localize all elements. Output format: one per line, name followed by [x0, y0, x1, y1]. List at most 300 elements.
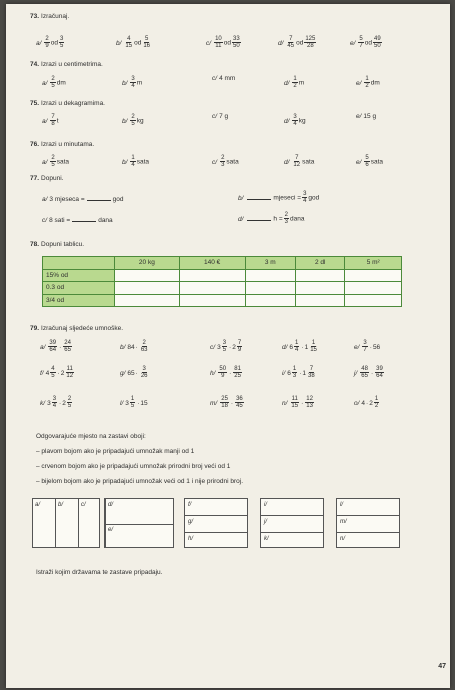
item-unit: sata — [226, 158, 239, 166]
ex74-title: Izrazi u centimetrima. — [41, 61, 103, 68]
ex74-item — [122, 76, 142, 90]
ex78-title: Dopuni tablicu. — [41, 241, 85, 248]
fraction — [48, 340, 57, 354]
denominator: 5 — [222, 347, 227, 354]
fraction — [362, 340, 367, 354]
item-label: a/ — [42, 158, 48, 166]
flag-5[interactable] — [336, 498, 400, 548]
fraction — [294, 340, 299, 354]
ex75-item — [42, 114, 59, 128]
ex77-d-label: d/ — [238, 215, 244, 223]
fraction — [364, 155, 369, 169]
whole-number: 56 — [372, 343, 381, 351]
denominator: 65 — [64, 347, 71, 354]
stripe-divider — [185, 515, 247, 516]
flag-cell-label: g/ — [188, 519, 194, 525]
multiply-dot: · — [137, 399, 140, 407]
ex74-number: 74. — [30, 61, 40, 68]
item-word: od — [50, 39, 58, 47]
whole-number: 6 — [287, 369, 291, 377]
numerator: 5 — [365, 155, 369, 161]
item-label: b/ — [122, 117, 128, 125]
denominator: 26 — [140, 373, 148, 380]
fraction — [130, 155, 135, 169]
item-unit: kg — [136, 117, 144, 125]
numerator: 12 — [306, 396, 313, 402]
whole-number: 2 — [60, 369, 65, 377]
item-label: b/ — [120, 343, 126, 351]
ex77-a — [42, 195, 124, 204]
flag-cell-label: m/ — [340, 519, 347, 525]
flag-3[interactable] — [184, 498, 248, 548]
ex75-heading — [30, 101, 105, 108]
denominator: 15 — [310, 347, 317, 354]
denominator: 7 — [359, 43, 363, 50]
item-label: c/ — [210, 343, 216, 351]
item-unit: t — [56, 117, 59, 125]
denominator: 7 — [363, 347, 367, 354]
fraction — [50, 366, 55, 380]
flag-4[interactable] — [260, 498, 324, 548]
fraction — [373, 36, 382, 50]
item-label: e/ — [356, 113, 362, 120]
fraction — [218, 366, 227, 380]
ex77-c-label: c/ — [42, 217, 48, 224]
stripe-divider — [337, 532, 399, 533]
numerator: 7 — [309, 366, 314, 372]
answer-blank[interactable] — [247, 215, 271, 221]
ex77-b-post: god — [308, 194, 320, 202]
flags-rule-white: – bijelom bojom ako je pripadajući umnožak veći od 1 i nije prirodni broj. — [36, 478, 244, 485]
ex74-item — [42, 76, 66, 90]
item-label: e/ — [354, 343, 360, 351]
stripe-divider — [105, 524, 173, 525]
whole-number: 3 — [47, 399, 51, 407]
table-cell[interactable] — [115, 282, 180, 295]
flag-cell-label: a/ — [35, 502, 41, 508]
product-expression — [125, 396, 148, 410]
whole-number: 2 — [62, 399, 66, 407]
ex77-d-post: dana — [289, 215, 305, 223]
whole-number: 4 — [361, 399, 366, 407]
numerator: 3 — [363, 340, 367, 346]
flag-cell-label: n/ — [340, 536, 346, 542]
whole-number: 2 — [232, 343, 236, 351]
product-expression — [361, 340, 381, 354]
fraction — [67, 396, 72, 410]
numerator: 3 — [222, 340, 227, 346]
denominator: 9 — [237, 347, 242, 354]
numerator: 5 — [145, 36, 149, 42]
table-cell[interactable] — [345, 282, 402, 295]
item-value: 7 g — [219, 113, 229, 120]
table-cell[interactable] — [179, 294, 245, 307]
answer-blank[interactable] — [72, 216, 96, 222]
table-cell[interactable] — [296, 282, 345, 295]
flag-cell-label: l/ — [340, 502, 343, 508]
ex79-item — [354, 396, 380, 410]
item-unit: dm — [370, 79, 380, 87]
numerator: 4 — [127, 36, 131, 42]
ex77-heading — [30, 176, 63, 183]
item-value: 15 g — [363, 113, 377, 120]
ex79-item — [210, 366, 243, 380]
item-label: c/ — [212, 113, 218, 120]
denominator: 3 — [284, 219, 288, 226]
numerator: 33 — [232, 36, 240, 42]
item-label: a/ — [42, 117, 48, 125]
numerator: 2 — [142, 340, 146, 346]
ex73-item — [206, 36, 242, 50]
ex79-item — [282, 396, 315, 410]
fraction — [364, 76, 369, 90]
denominator: 11 — [215, 43, 222, 50]
whole-number: 1 — [302, 369, 307, 377]
product-expression — [361, 396, 380, 410]
ex75-number: 75. — [30, 100, 40, 107]
fraction — [142, 36, 151, 50]
denominator: 63 — [140, 347, 148, 354]
numerator: 3 — [52, 396, 57, 402]
fraction — [220, 396, 229, 410]
fraction — [237, 340, 242, 354]
numerator: 1 — [374, 396, 379, 402]
fraction — [214, 36, 223, 50]
flag-cell-label: b/ — [58, 502, 64, 508]
fraction — [286, 36, 295, 50]
product-expression — [287, 366, 316, 380]
flags-rule-blue: – plavom bojom ako je pripadajući umnožak manji od 1 — [36, 448, 195, 455]
ex77-a-pre: 3 mjeseca = — [49, 196, 85, 203]
table-cell[interactable] — [115, 294, 180, 307]
ex79-item — [282, 340, 319, 354]
denominator: 45 — [236, 403, 243, 410]
multiply-dot: · — [229, 343, 232, 351]
fraction — [140, 366, 149, 380]
item-label: l/ — [120, 399, 124, 407]
item-unit: sata — [370, 158, 384, 166]
table-row — [43, 294, 402, 307]
fraction — [232, 36, 241, 50]
ex77-a-label: a/ — [42, 196, 48, 203]
product-expression — [47, 396, 73, 410]
numerator: 7 — [51, 114, 55, 120]
item-word: od — [364, 39, 372, 47]
item-label: c/ — [212, 75, 218, 82]
flag-cell-label: k/ — [264, 536, 269, 542]
stripe-divider — [261, 515, 323, 516]
fraction — [130, 76, 135, 90]
denominator: 9 — [221, 373, 225, 380]
fraction — [292, 114, 297, 128]
fraction — [222, 340, 227, 354]
flag-cell-label: h/ — [188, 536, 194, 542]
fraction — [374, 396, 379, 410]
denominator: 5 — [51, 162, 55, 169]
ex79-item — [40, 396, 73, 410]
denominator: 2 — [365, 83, 369, 90]
numerator: 3 — [293, 114, 297, 120]
fraction — [292, 366, 297, 380]
numerator: 1 — [311, 340, 316, 346]
ex73-title: Izračunaj. — [41, 13, 70, 20]
numerator: 81 — [234, 366, 241, 372]
ex77-d — [238, 212, 304, 226]
table-cell[interactable] — [179, 282, 245, 295]
multiply-dot: · — [369, 343, 372, 351]
ex77-b — [238, 191, 319, 205]
ex79-item — [40, 340, 73, 354]
denominator: 4 — [131, 83, 135, 90]
item-word: od — [134, 39, 142, 47]
multiply-dot: · — [57, 369, 60, 377]
table-cell[interactable] — [179, 269, 245, 282]
flag-2[interactable] — [104, 498, 174, 548]
numerator: 48 — [361, 366, 368, 372]
numerator: 49 — [374, 36, 381, 42]
denominator: 64 — [376, 373, 383, 380]
whole-number: 3 — [217, 343, 221, 351]
ex79-item — [354, 366, 385, 380]
ex73-heading — [30, 14, 69, 21]
item-label: e/ — [356, 158, 362, 166]
denominator: 65 — [361, 373, 368, 380]
item-word: od — [223, 39, 231, 47]
denominator: 5 — [130, 403, 135, 410]
answer-blank[interactable] — [87, 195, 111, 201]
whole-number: 65 — [127, 369, 135, 377]
numerator: 2 — [221, 155, 225, 161]
product-expression — [289, 396, 315, 410]
item-value: 4 mm — [219, 75, 236, 82]
product-expression — [217, 366, 243, 380]
ex79-heading — [30, 326, 123, 333]
ex76-number: 76. — [30, 141, 40, 148]
numerator: 2 — [51, 155, 55, 161]
multiply-dot: · — [135, 343, 138, 351]
denominator: 5 — [67, 403, 72, 410]
flags-rule-red: – crvenom bojom ako je pripadajući umnožak prirodni broj veći od 1 — [36, 463, 231, 470]
ex76-item — [284, 155, 314, 169]
ex77-b-label: b/ — [238, 194, 244, 202]
ex79-item — [354, 340, 380, 354]
denominator: 8 — [51, 121, 55, 128]
ex75-item — [356, 114, 376, 121]
numerator: 10 — [215, 36, 222, 42]
flags-intro: Odgovarajuće mjesto na zastavi oboji: — [36, 433, 146, 440]
whole-number: 1 — [304, 343, 309, 351]
denominator: 16 — [143, 43, 151, 50]
numerator: 1 — [293, 76, 297, 82]
product-expression — [219, 396, 245, 410]
item-label: b/ — [122, 79, 128, 87]
table-header: 140 € — [179, 257, 245, 270]
denominator: 13 — [306, 403, 313, 410]
ex76-item — [122, 155, 149, 169]
fraction — [235, 396, 244, 410]
item-label: j/ — [354, 369, 358, 377]
ex78-table — [42, 256, 402, 307]
whole-number: 4 — [45, 369, 50, 377]
fraction — [358, 36, 363, 50]
numerator: 3 — [303, 191, 307, 197]
table-header: 3 m — [245, 257, 295, 270]
ex79-item — [210, 340, 243, 354]
numerator: 3 — [60, 36, 64, 42]
fraction — [284, 212, 289, 226]
fraction — [375, 366, 384, 380]
ex79-item — [40, 366, 75, 380]
numerator: 11 — [66, 366, 73, 372]
item-label: g/ — [120, 369, 126, 377]
item-label: d/ — [284, 79, 290, 87]
fraction — [360, 366, 369, 380]
denominator: 2 — [374, 403, 379, 410]
table-cell[interactable] — [296, 294, 345, 307]
product-expression — [289, 340, 318, 354]
denominator: 4 — [293, 121, 297, 128]
row-header: 0.3 od — [43, 282, 115, 295]
fraction — [140, 340, 149, 354]
row-header: 15% od — [43, 269, 115, 282]
table-corner — [43, 257, 115, 270]
ex79-item — [120, 340, 150, 354]
fraction — [292, 155, 301, 169]
ex74-item — [212, 76, 235, 83]
item-label: b/ — [116, 39, 122, 47]
table-row — [43, 269, 402, 282]
denominator: 5 — [51, 83, 55, 90]
item-label: m/ — [210, 399, 218, 407]
ex74-item — [356, 76, 380, 90]
denominator: 12 — [66, 373, 74, 380]
ex77-a-post: god — [112, 196, 124, 203]
numerator: 7 — [237, 340, 242, 346]
ex76-heading — [30, 142, 94, 149]
fraction — [220, 155, 225, 169]
item-label: d/ — [278, 39, 284, 47]
answer-blank[interactable] — [247, 194, 271, 200]
item-label: e/ — [356, 79, 362, 87]
numerator: 2 — [45, 36, 49, 42]
table-cell[interactable] — [345, 269, 402, 282]
multiply-dot: · — [299, 369, 302, 377]
numerator: 1 — [130, 396, 135, 402]
denominator: 50 — [374, 43, 381, 50]
denominator: 38 — [308, 373, 315, 380]
table-cell[interactable] — [245, 269, 295, 282]
page-number: 47 — [438, 663, 446, 670]
flags-outro: Istraži kojim državama te zastave pripadaju. — [36, 569, 163, 576]
fraction — [59, 36, 64, 50]
flag-1[interactable] — [32, 498, 100, 548]
ex73-item — [278, 36, 317, 50]
denominator: 3 — [292, 373, 297, 380]
ex74-item — [284, 76, 304, 90]
ex75-title: Izrazi u dekagramima. — [41, 100, 105, 107]
fraction — [302, 191, 307, 205]
fraction — [233, 366, 242, 380]
numerator: 36 — [236, 396, 243, 402]
item-word: od — [296, 39, 304, 47]
ex77-c-post: dana — [98, 217, 113, 224]
denominator: 45 — [287, 43, 295, 50]
ex74-heading — [30, 62, 103, 69]
flag-cell-label: j/ — [264, 519, 267, 525]
product-expression — [359, 366, 385, 380]
table-cell[interactable] — [345, 294, 402, 307]
fraction — [50, 155, 55, 169]
product-expression — [47, 340, 73, 354]
table-header: 5 m² — [345, 257, 402, 270]
numerator: 4 — [51, 366, 55, 372]
ex79-item — [210, 396, 245, 410]
fraction — [50, 76, 55, 90]
multiply-dot: · — [301, 343, 304, 351]
denominator: 5 — [60, 43, 64, 50]
numerator: 11 — [291, 396, 298, 402]
denominator: 4 — [303, 198, 307, 205]
fraction — [305, 396, 314, 410]
stripe-divider — [55, 499, 56, 547]
ex78-heading — [30, 242, 84, 249]
fraction — [130, 396, 135, 410]
table-cell[interactable] — [296, 269, 345, 282]
stripe-divider — [78, 499, 79, 547]
fraction — [65, 366, 74, 380]
item-unit: sata — [136, 158, 150, 166]
ex79-title: Izračunaj sljedeće umnoške. — [41, 325, 124, 332]
ex78-number: 78. — [30, 241, 40, 248]
table-cell[interactable] — [115, 269, 180, 282]
fraction — [124, 36, 133, 50]
whole-number: 15 — [140, 399, 148, 407]
denominator: 5 — [131, 121, 135, 128]
numerator: 125 — [305, 36, 316, 42]
item-label: b/ — [122, 158, 128, 166]
ex76-title: Izrazi u minutama. — [41, 141, 95, 148]
ex77-c-pre: 8 sati = — [49, 217, 71, 224]
denominator: 4 — [52, 403, 57, 410]
numerator: 3 — [142, 366, 146, 372]
stripe-divider — [105, 499, 106, 547]
table-cell[interactable] — [245, 294, 295, 307]
item-label: f/ — [40, 369, 44, 377]
ex76-item — [42, 155, 69, 169]
denominator: 15 — [125, 43, 133, 50]
multiply-dot: · — [59, 399, 62, 407]
product-expression — [217, 340, 243, 354]
item-unit: kg — [298, 117, 306, 125]
ex75-item — [212, 114, 228, 121]
whole-number: 3 — [125, 399, 129, 407]
whole-number: 84 — [127, 343, 135, 351]
numerator: 39 — [49, 340, 57, 346]
multiply-dot: · — [301, 399, 304, 407]
numerator: 25 — [221, 396, 228, 402]
ex75-item — [284, 114, 306, 128]
ex77-d-pre: h = — [273, 215, 283, 223]
table-cell[interactable] — [245, 282, 295, 295]
denominator: 64 — [49, 347, 57, 354]
fraction — [44, 36, 49, 50]
item-label: i/ — [282, 369, 286, 377]
ex73-item — [350, 36, 383, 50]
ex77-number: 77. — [30, 175, 40, 182]
item-label: a/ — [36, 39, 42, 47]
denominator: 15 — [291, 403, 299, 410]
fraction — [50, 114, 55, 128]
